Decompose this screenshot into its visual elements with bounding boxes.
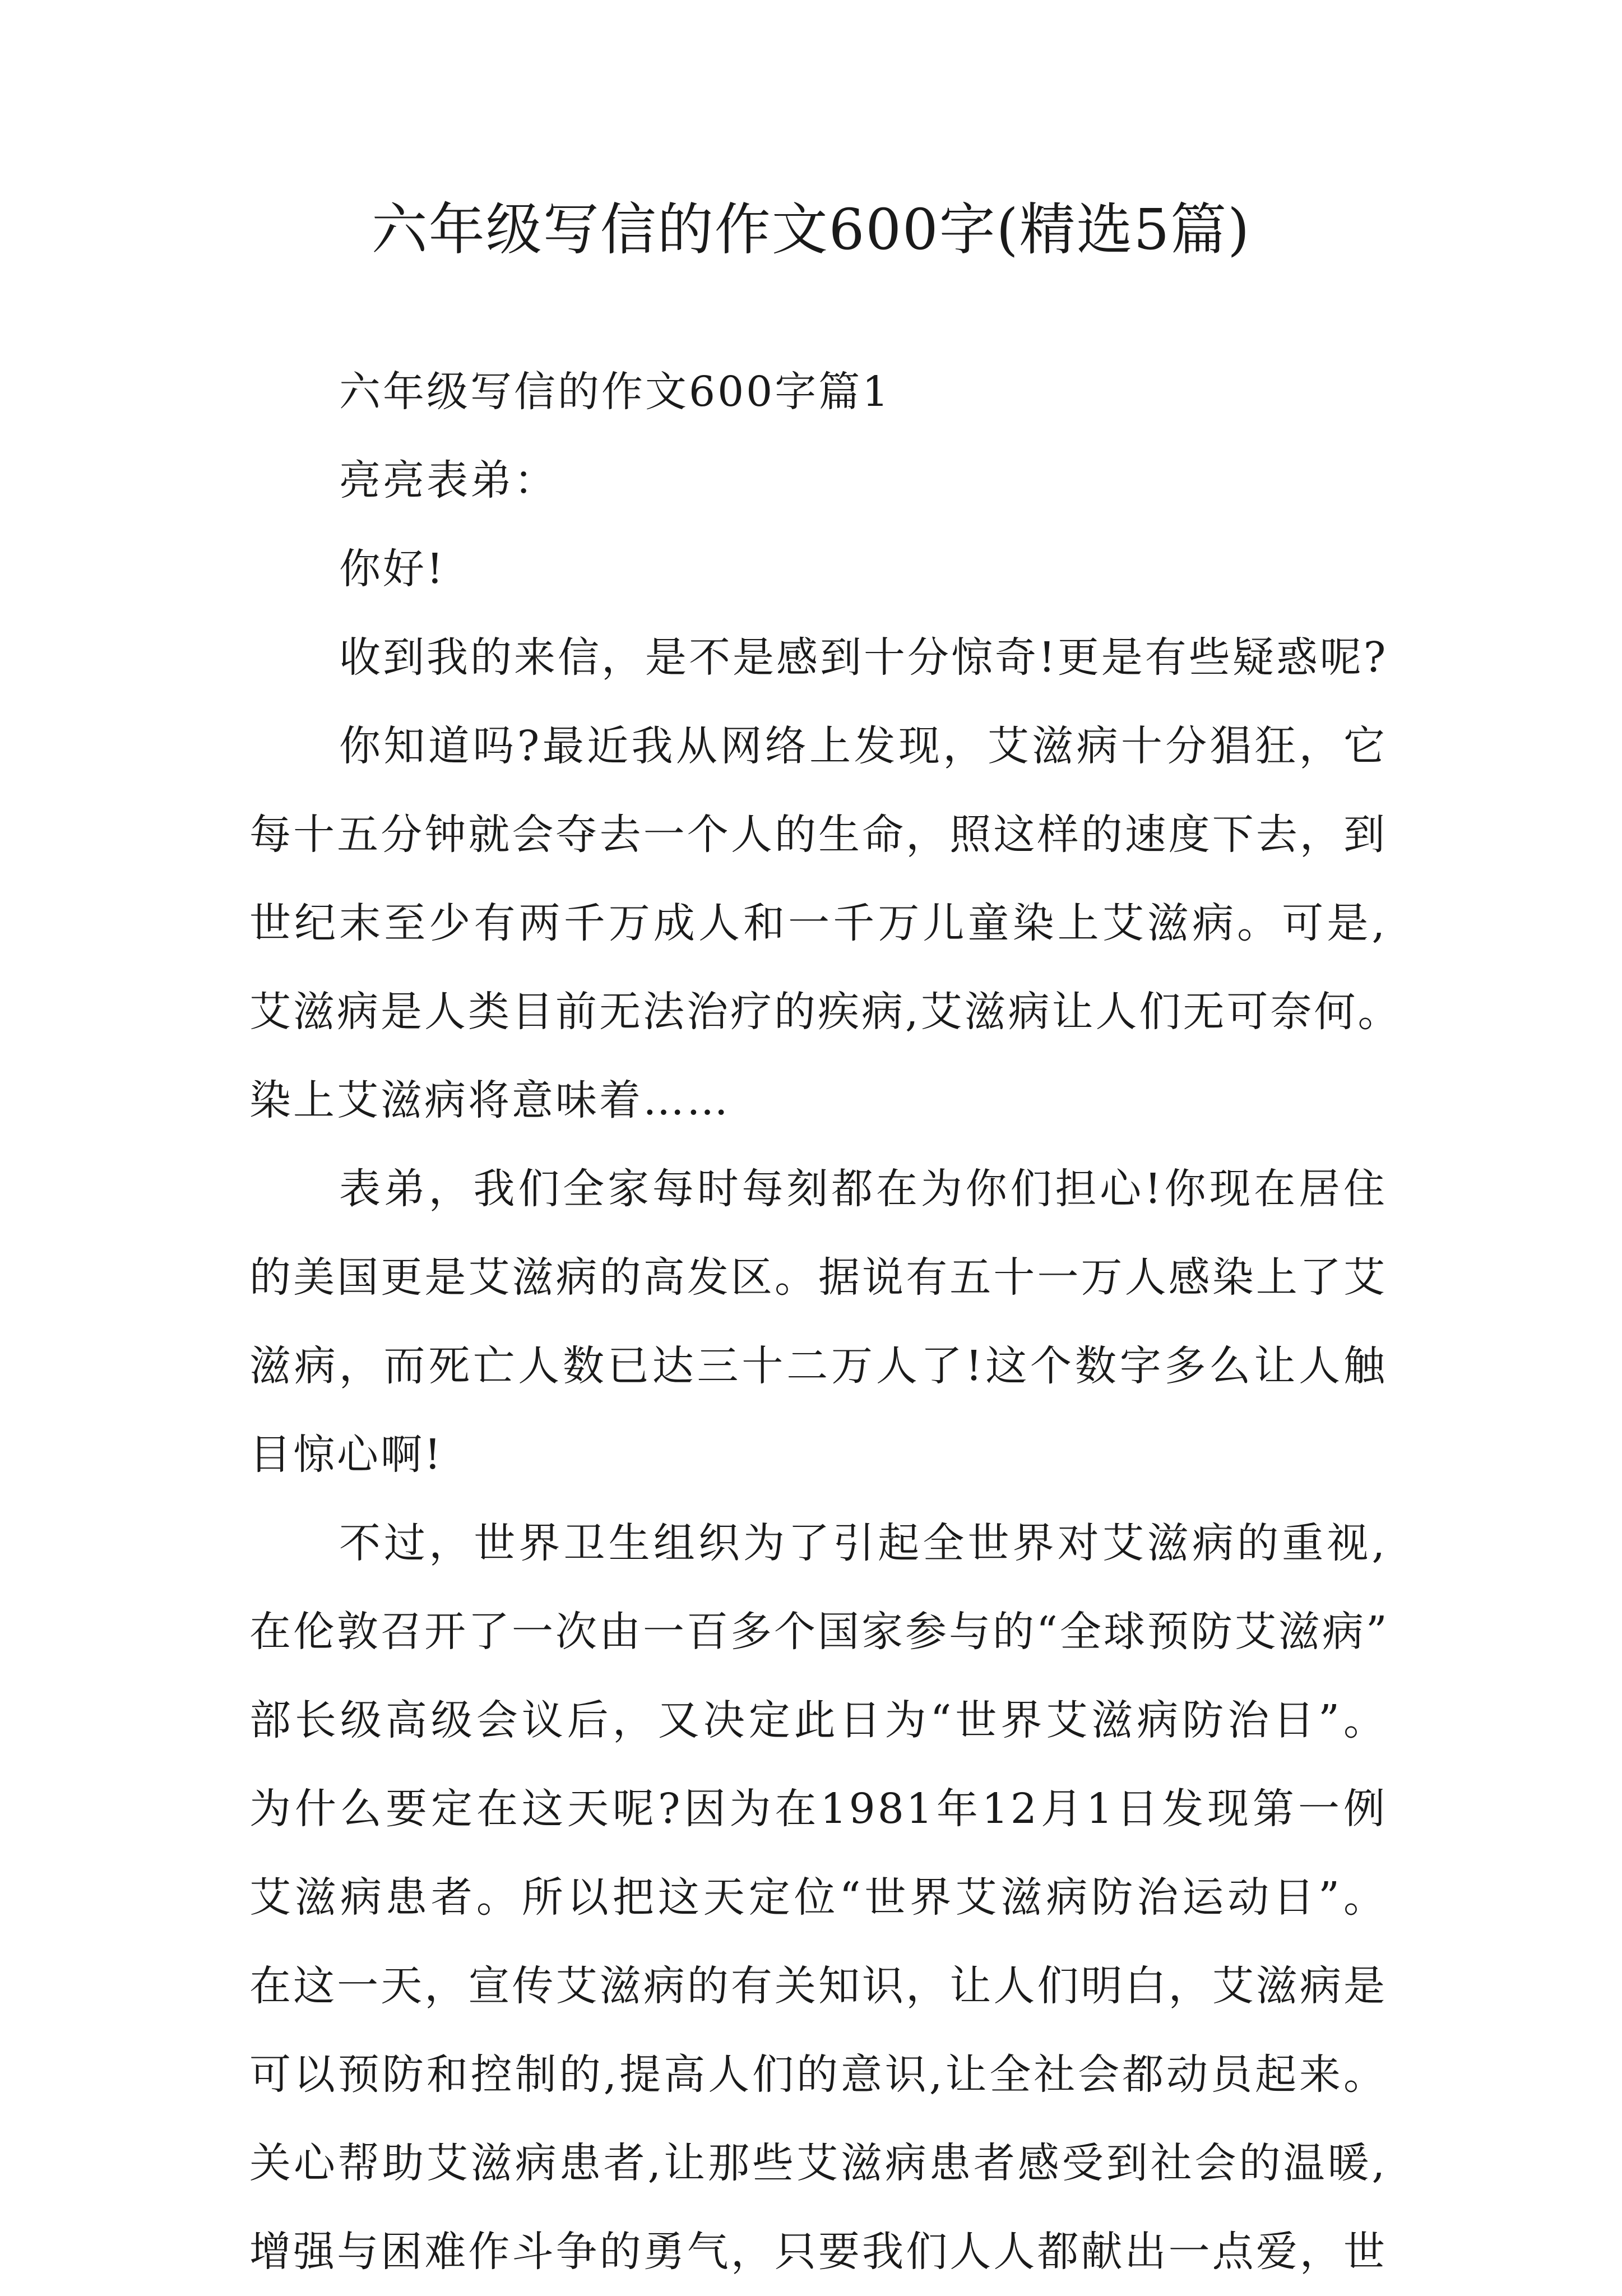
salutation: 亮亮表弟：	[339, 456, 558, 504]
paragraph-line: 每十五分钟就会夺去一个人的生命，照这样的速度下去，到	[249, 811, 1387, 859]
greeting: 你好!	[339, 545, 446, 593]
paragraph-line: 滋病，而死亡人数已达三十二万人了!这个数字多么让人触	[249, 1342, 1387, 1390]
paragraph-line: 为什么要定在这天呢?因为在1981年12月1日发现第一例	[249, 1785, 1387, 1833]
paragraph-line: 你知道吗?最近我从网络上发现，艾滋病十分猖狂，它	[339, 722, 1387, 770]
paragraph-line: 目惊心啊!	[249, 1431, 443, 1479]
paragraph-line: 可以预防和控制的,提高人们的意识,让全社会都动员起来。	[249, 2050, 1387, 2099]
paragraph-line: 世纪末至少有两千万成人和一千万儿童染上艾滋病。可是,	[249, 899, 1387, 947]
paragraph-line: 部长级高级会议后，又决定此日为“世界艾滋病防治日”。	[249, 1696, 1387, 1744]
paragraph-line: 的美国更是艾滋病的高发区。据说有五十一万人感染上了艾	[249, 1253, 1387, 1302]
paragraph-line: 表弟，我们全家每时每刻都在为你们担心!你现在居住	[339, 1165, 1387, 1213]
document-body	[249, 348, 1402, 2296]
paragraph-line: 艾滋病患者。所以把这天定位“世界艾滋病防治运动日”。	[249, 1873, 1387, 1922]
paragraph-line: 在伦敦召开了一次由一百多个国家参与的“全球预防艾滋病”	[249, 1608, 1389, 1656]
paragraph-line: 收到我的来信，是不是感到十分惊奇!更是有些疑惑呢?	[339, 633, 1388, 682]
paragraph-line: 染上艾滋病将意味着……	[249, 1076, 730, 1124]
paragraph-line: 艾滋病是人类目前无法治疗的疾病,艾滋病让人们无可奈何。	[249, 988, 1402, 1036]
paragraph-line: 增强与困难作斗争的勇气，只要我们人人都献出一点爱，世	[249, 2228, 1387, 2276]
paragraph-line: 不过，世界卫生组织为了引起全世界对艾滋病的重视,	[339, 1519, 1387, 1567]
section-heading: 六年级写信的作文600字篇1	[339, 368, 891, 416]
document-title: 六年级写信的作文600字(精选5篇)	[371, 197, 1251, 262]
paragraph-line: 关心帮助艾滋病患者,让那些艾滋病患者感受到社会的温暖,	[249, 2139, 1387, 2187]
paragraph-line: 在这一天，宣传艾滋病的有关知识，让人们明白，艾滋病是	[249, 1962, 1387, 2010]
